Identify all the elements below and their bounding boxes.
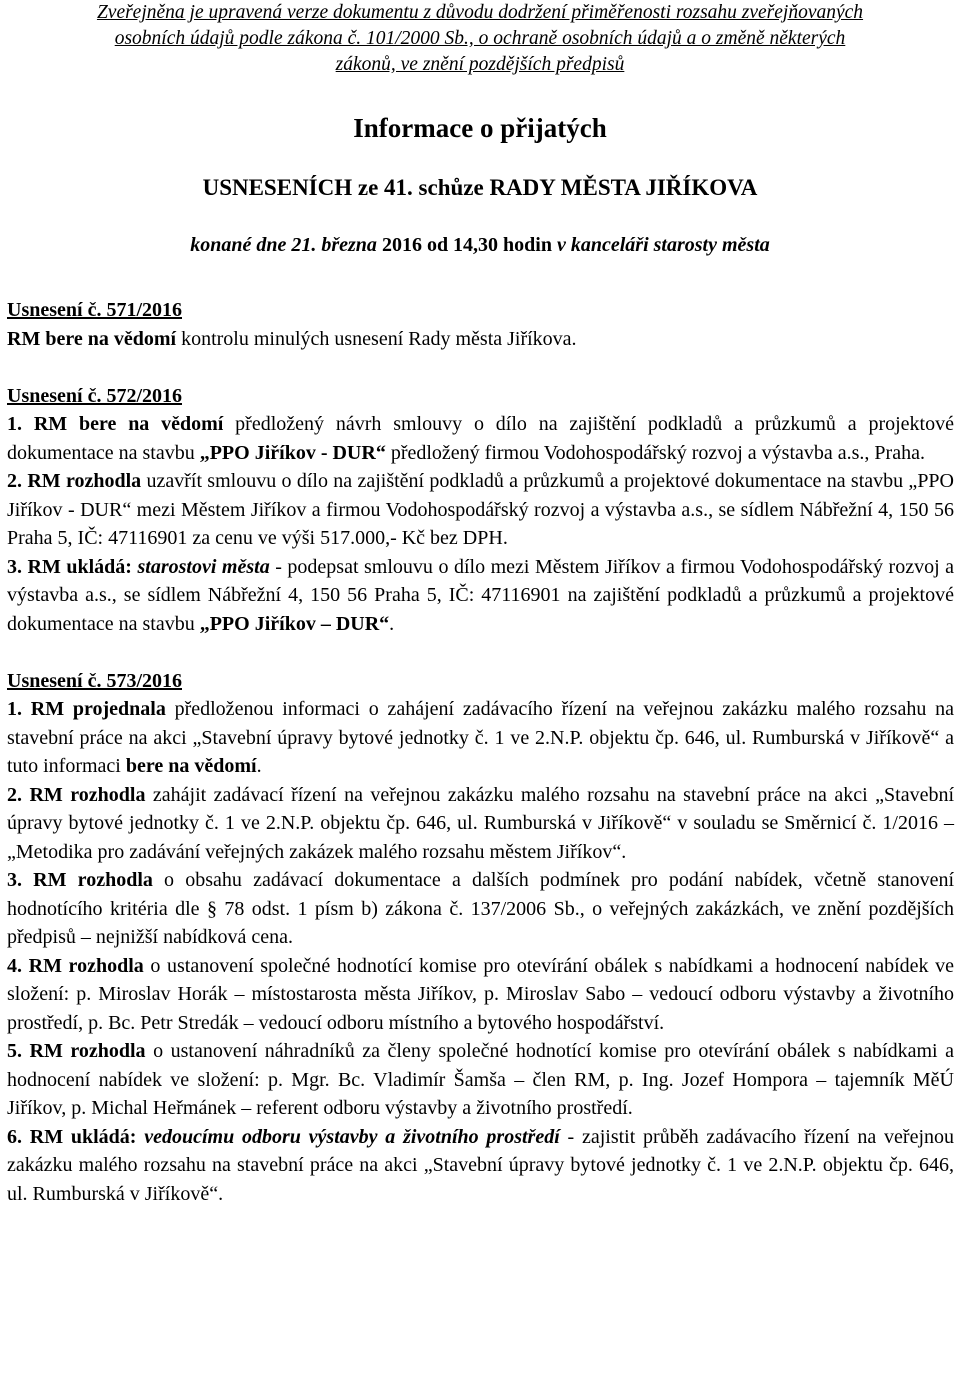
document-title: Informace o přijatých: [353, 113, 607, 143]
meeting-date-line: [0, 230, 960, 260]
resolution-573-title: Usnesení č. 573/2016: [7, 669, 182, 692]
meeting-date-part-b: 2016 od 14,30 hodin: [376, 234, 557, 256]
resolution-573-item-1: 1. RM projednala předloženou informaci o zahájení zadávacího řízení na veřejnou zakázku malého rozsahu na stavební práce na akci „Stavební úpravy bytové jednotky č. 1 ve 2.N.P. objektu čp. 646, ul. Rumburská v Jiříkově“ a tuto informaci bere na vědomí.: [7, 698, 954, 777]
resolution-573-item-6: 6. RM ukládá: vedoucímu odboru výstavby a životního prostředí - zajistit průběh zadávacího řízení na veřejnou zakázku malého rozsahu na stavební práce na akci „Stavební úpravy bytové jednotky č. 1 ve 2.N.P. objektu čp. 646, ul. Rumburská v Jiříkově“.: [7, 1125, 955, 1205]
resolution-572-item-2: 2. RM rozhodla uzavřít smlouvu o dílo na zajištění podkladů a průzkumů a projektové dokumentace na stavbu „PPO Jiříkov - DUR“ mezi Městem Jiříkov a firmou Vodohospodářský rozvoj a výstavba a.s., se sídlem Nábřežní 4, 150 56 Praha 5, IČ: 47116901 za cenu ve výši 517.000,- Kč bez DPH.: [7, 470, 955, 549]
resolution-572-item-1: 1. RM bere na vědomí předložený návrh smlouvy o dílo na zajištění podkladů a průzkumů a projektové dokumentace na stavbu „PPO Jiříkov - DUR“ předložený firmou Vodohospodářský rozvoj a výstavba a.s., Praha.: [7, 413, 954, 464]
resolution-573-item-4: 4. RM rozhodla o ustanovení společné hodnotící komise pro otevírání obálek s nabídkami a hodnocení nabídek ve složení: p. Miroslav Horák – místostarosta města Jiříkov, p. Miroslav Sabo – vedoucí odboru výstavby a životního prostředí, p. Bc. Petr Stredák – vedoucí odboru místního a bytového hospodářství.: [7, 954, 955, 1034]
notice-line-2: osobních údajů podle zákona č. 101/2000 Sb., o ochraně osobních údajů a o změně některých: [114, 28, 846, 49]
anonymization-notice: [0, 0, 960, 78]
resolutions-body: [7, 296, 954, 1208]
resolution-573-item-5: 5. RM rozhodla o ustanovení náhradníků za členy společné hodnotící komise pro otevírání obálek s nabídkami a hodnocení nabídek ve složení: p. Mgr. Bc. Vladimír Šamša – člen RM, p. Ing. Jozef Hompora – tajemník MěÚ Jiříkov, p. Michal Heřmánek – referent odboru výstavby a životního prostředí.: [7, 1040, 954, 1119]
resolution-572-title: Usnesení č. 572/2016: [7, 384, 182, 407]
resolution-572-item-3: 3. RM ukládá: starostovi města - podepsat smlouvu o dílo mezi Městem Jiříkov a firmou Vodohospodářský rozvoj a výstavba a.s., se sídlem Nábřežní 4, 150 56 Praha 5, IČ: 47116901 na zajištění podkladů a průzkumů a projektové dokumentace na stavbu „PPO Jiříkov – DUR“.: [7, 555, 955, 635]
notice-line-3: zákonů, ve znění pozdějších předpisů: [335, 54, 625, 75]
resolution-571-text: RM bere na vědomí kontrolu minulých usnesení Rady města Jiříkova.: [7, 327, 577, 350]
meeting-date-part-c: v kanceláři starosty města: [557, 234, 770, 256]
document-subtitle: USNESENÍCH ze 41. schůze RADY MĚSTA JIŘÍKOVA: [202, 175, 758, 200]
notice-line-1: Zveřejněna je upravená verze dokumentu z důvodu dodržení přiměřenosti rozsahu zveřejňovaných: [96, 2, 864, 23]
resolution-571-title: Usnesení č. 571/2016: [7, 299, 182, 321]
resolution-573-item-3: 3. RM rozhodla o obsahu zadávací dokumentace a dalších podmínek pro podání nabídek, včetně stanovení hodnotícího kritéria dle § 78 odst. 1 písm b) zákona č. 137/2006 Sb., o veřejných zakázkách, ve znění pozdějších předpisů – nejnižší nabídková cena.: [7, 869, 955, 948]
resolution-573-item-2: 2. RM rozhodla zahájit zadávací řízení na veřejnou zakázku malého rozsahu na stavební práce na akci „Stavební úpravy bytové jednotky č. 1 ve 2.N.P. objektu čp. 646, ul. Rumburská v Jiříkově“ v souladu se Směrnicí č. 1/2016 – „Metodika pro zadávání veřejných zakázek malého rozsahu městem Jiříkov“.: [7, 783, 955, 863]
meeting-date-part-a: konané dne 21. března: [190, 234, 377, 256]
